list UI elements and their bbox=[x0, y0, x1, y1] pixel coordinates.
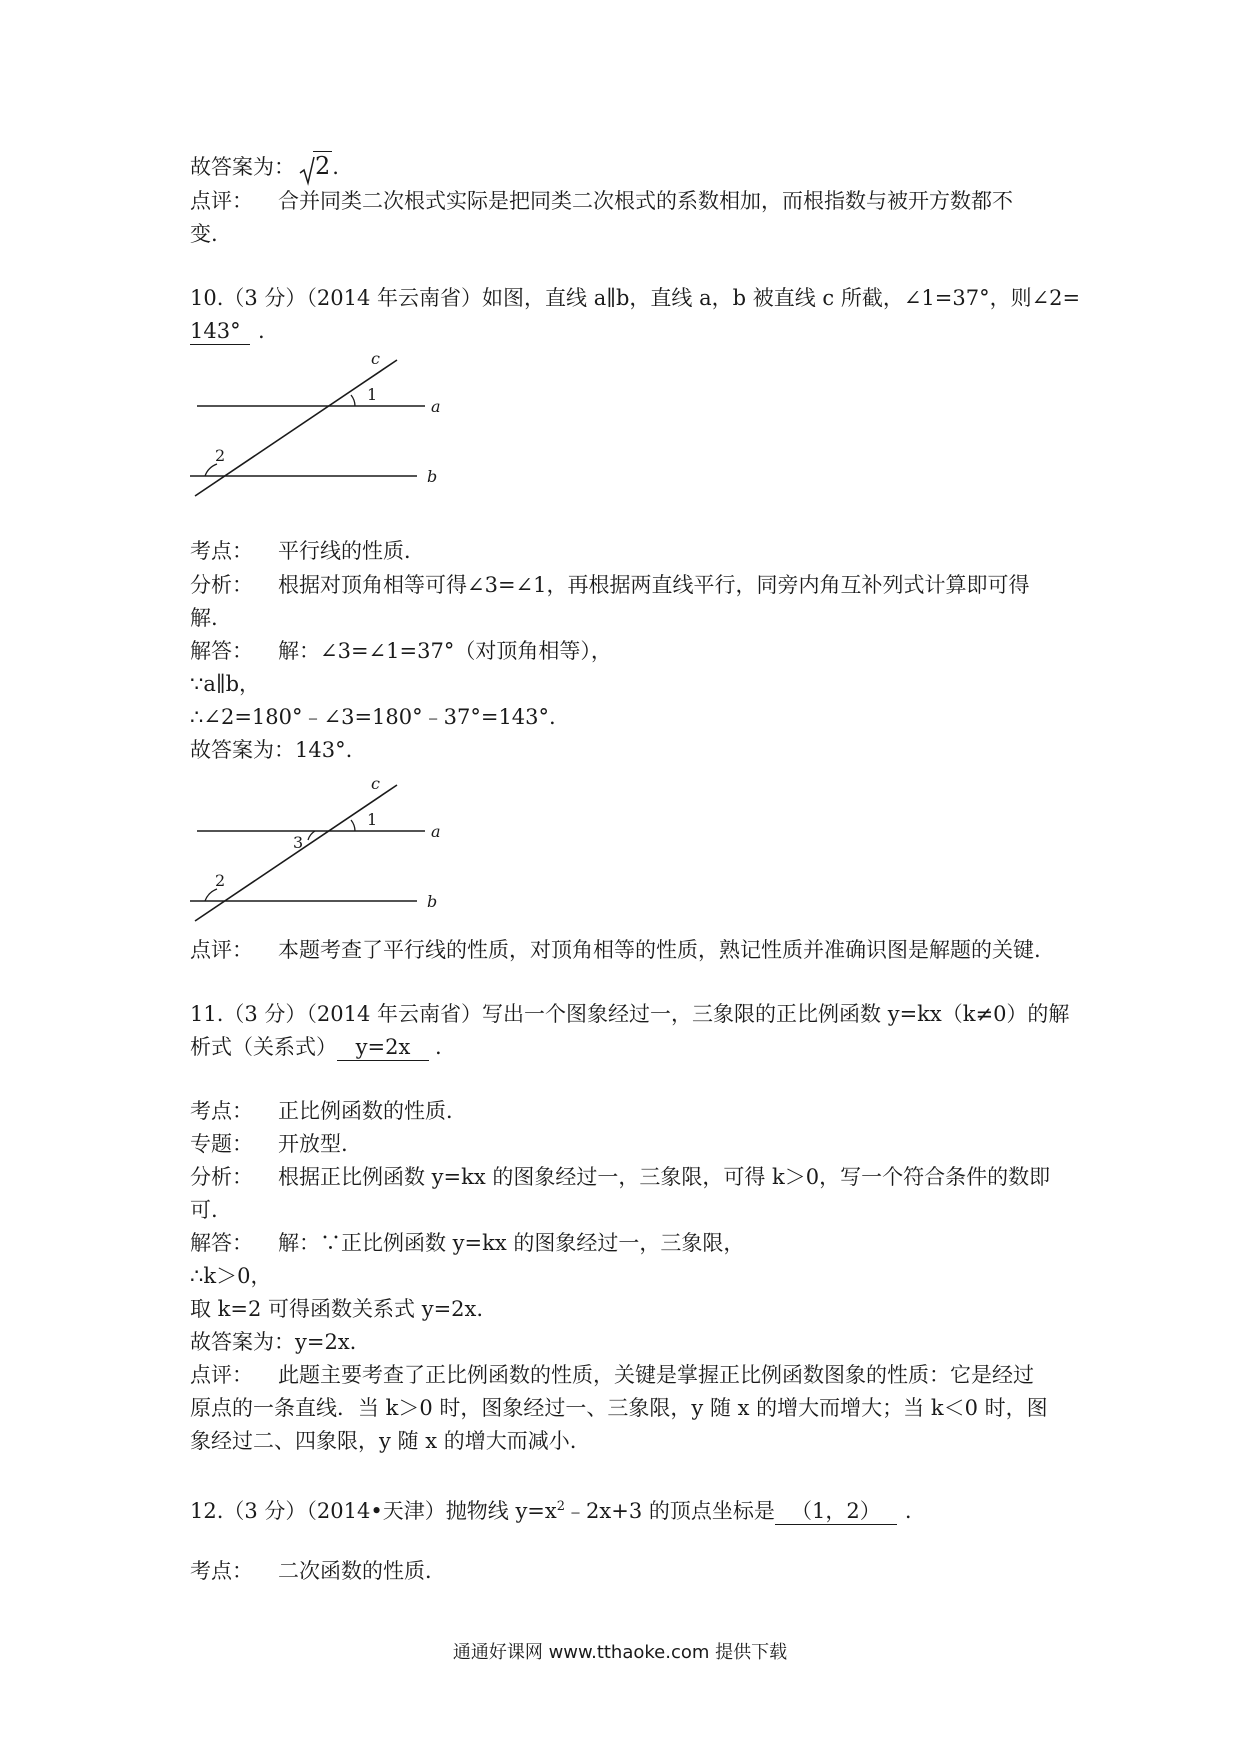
q10-answer-line bbox=[190, 316, 265, 346]
kaodian-text: 平行线的性质． bbox=[278, 539, 425, 563]
angle-2-arc bbox=[205, 464, 217, 476]
label-b: b bbox=[427, 892, 438, 911]
fenxi-text-cont: 解. bbox=[190, 606, 218, 630]
dianping-text-3: 象经过二、四象限，y 随 x 的增大而减小. bbox=[190, 1429, 577, 1453]
q12-kaodian bbox=[190, 1556, 446, 1586]
dianping-label: 点评： bbox=[190, 938, 253, 962]
label-a: a bbox=[431, 822, 441, 841]
q11-kaodian bbox=[190, 1096, 467, 1126]
q11-zhuanti bbox=[190, 1129, 348, 1159]
q11-stem-text-cont: 析式（关系式） bbox=[190, 1035, 337, 1059]
fenxi-text: 根据正比例函数 y=kx 的图象经过一，三象限，可得 k＞0，写一个符合条件的数即 bbox=[278, 1165, 1051, 1189]
kaodian-label: 考点： bbox=[190, 539, 253, 563]
q11-answer-blank: y=2x bbox=[337, 1034, 429, 1061]
label-b: b bbox=[427, 467, 438, 486]
angle-2-arc bbox=[205, 889, 217, 901]
comment-prev-line2 bbox=[190, 219, 218, 249]
q10-jieda-3 bbox=[190, 702, 556, 732]
kaodian-label: 考点： bbox=[190, 1559, 253, 1583]
q10-fenxi bbox=[190, 570, 1030, 600]
angle-1-arc bbox=[351, 395, 355, 406]
dianping-text: 本题考查了平行线的性质，对顶角相等的性质，熟记性质并准确识图是解题的关键. bbox=[278, 938, 1041, 962]
comment-text-cont: 变. bbox=[190, 222, 218, 246]
comment-label: 点评： bbox=[190, 189, 253, 213]
jieda-step-2: ∵a∥b， bbox=[190, 672, 261, 696]
q11-jieda bbox=[190, 1228, 744, 1258]
q11-answer-end: . bbox=[435, 1035, 442, 1059]
q10-stem bbox=[190, 283, 1080, 313]
zhuanti-text: 开放型. bbox=[278, 1132, 348, 1156]
sqrt-expression bbox=[299, 152, 332, 182]
q12-exponent: 2 bbox=[556, 1499, 566, 1514]
jieda-step-3: 取 k=2 可得函数关系式 y=2x. bbox=[190, 1297, 484, 1321]
q10-fenxi-cont bbox=[190, 603, 218, 633]
q11-fenxi bbox=[190, 1162, 1050, 1192]
kaodian-text: 二次函数的性质． bbox=[278, 1559, 446, 1583]
q11-jieda-2 bbox=[190, 1261, 271, 1291]
fenxi-text: 根据对顶角相等可得∠3=∠1，再根据两直线平行，同旁内角互补列式计算即可得 bbox=[278, 573, 1030, 597]
fenxi-label: 分析： bbox=[190, 1165, 253, 1189]
q10-jieda bbox=[190, 636, 612, 666]
label-2: 2 bbox=[215, 871, 226, 890]
jieda-step-4: 故答案为：143°. bbox=[190, 738, 353, 762]
q10-answer-end: . bbox=[258, 319, 265, 343]
q12-stem-post: ﹣2x+3 的顶点坐标是 bbox=[565, 1499, 775, 1523]
q12-answer-blank: （1，2） bbox=[775, 1498, 897, 1525]
q10-answer-blank: 143° bbox=[190, 318, 250, 345]
q11-jieda-3 bbox=[190, 1294, 483, 1324]
label-1: 1 bbox=[367, 385, 378, 404]
fenxi-text-cont: 可. bbox=[190, 1198, 218, 1222]
q12-stem bbox=[190, 1492, 912, 1526]
comment-text: 合并同类二次根式实际是把同类二次根式的系数相加，而根指数与被开方数都不 bbox=[278, 189, 1013, 213]
jieda-step-2: ∴k＞0， bbox=[190, 1264, 272, 1288]
q10-figure-2 bbox=[185, 775, 455, 925]
zhuanti-label: 专题： bbox=[190, 1132, 253, 1156]
jieda-step-3: ∴∠2=180°﹣∠3=180°﹣37°=143°. bbox=[190, 705, 556, 729]
kaodian-label: 考点： bbox=[190, 1099, 253, 1123]
fenxi-label: 分析： bbox=[190, 573, 253, 597]
answer-end: . bbox=[332, 155, 339, 179]
comment-prev-line1 bbox=[190, 186, 1013, 216]
dianping-text-2: 原点的一条直线．当 k＞0 时，图象经过一、三象限，y 随 x 的增大而增大；当 k＜0 时，图 bbox=[190, 1396, 1048, 1420]
jieda-label: 解答： bbox=[190, 639, 253, 663]
q11-jieda-4 bbox=[190, 1327, 356, 1357]
q10-kaodian bbox=[190, 536, 425, 566]
q11-stem-cont bbox=[190, 1032, 442, 1062]
jieda-step-1: 解：∠3=∠1=37°（对顶角相等）， bbox=[278, 639, 612, 663]
jieda-step-1: 解：∵正比例函数 y=kx 的图象经过一，三象限， bbox=[278, 1231, 745, 1255]
answer-label: 故答案为： bbox=[190, 155, 295, 179]
angle-1-arc bbox=[351, 820, 355, 831]
q10-dianping bbox=[190, 935, 1041, 965]
label-3: 3 bbox=[293, 833, 304, 852]
q10-jieda-2 bbox=[190, 669, 260, 699]
q11-dianping-3 bbox=[190, 1426, 576, 1456]
label-2: 2 bbox=[215, 446, 226, 465]
q10-stem-text: 10.（3 分）（2014 年云南省）如图，直线 a∥b，直线 a，b 被直线 c 所截，∠1=37°，则∠2= bbox=[190, 286, 1081, 310]
label-1: 1 bbox=[367, 810, 378, 829]
q10-jieda-4 bbox=[190, 735, 352, 765]
angle-3-arc bbox=[308, 831, 315, 840]
dianping-text: 此题主要考查了正比例函数的性质，关键是掌握正比例函数图象的性质：它是经过 bbox=[278, 1363, 1034, 1387]
page-footer: 通通好课网 www.tthaoke.com 提供下载 bbox=[452, 1642, 788, 1663]
label-a: a bbox=[431, 397, 441, 416]
answer-prev-line bbox=[190, 152, 339, 182]
label-c: c bbox=[371, 350, 380, 368]
q11-dianping-2 bbox=[190, 1393, 1048, 1423]
q11-stem bbox=[190, 999, 1069, 1029]
label-c: c bbox=[371, 775, 380, 793]
jieda-step-4: 故答案为：y=2x. bbox=[190, 1330, 357, 1354]
q11-dianping bbox=[190, 1360, 1034, 1390]
jieda-label: 解答： bbox=[190, 1231, 253, 1255]
q10-figure-1 bbox=[185, 350, 455, 500]
kaodian-text: 正比例函数的性质． bbox=[278, 1099, 467, 1123]
radicand: 2 bbox=[315, 152, 331, 180]
q12-answer-end: . bbox=[904, 1499, 912, 1523]
dianping-label: 点评： bbox=[190, 1363, 253, 1387]
q12-stem-pre: 12.（3 分）（2014•天津）抛物线 y=x bbox=[190, 1499, 557, 1523]
q11-stem-text: 11.（3 分）（2014 年云南省）写出一个图象经过一，三象限的正比例函数 y=kx（k≠0）的解 bbox=[190, 1002, 1070, 1026]
q11-fenxi-cont bbox=[190, 1195, 218, 1225]
